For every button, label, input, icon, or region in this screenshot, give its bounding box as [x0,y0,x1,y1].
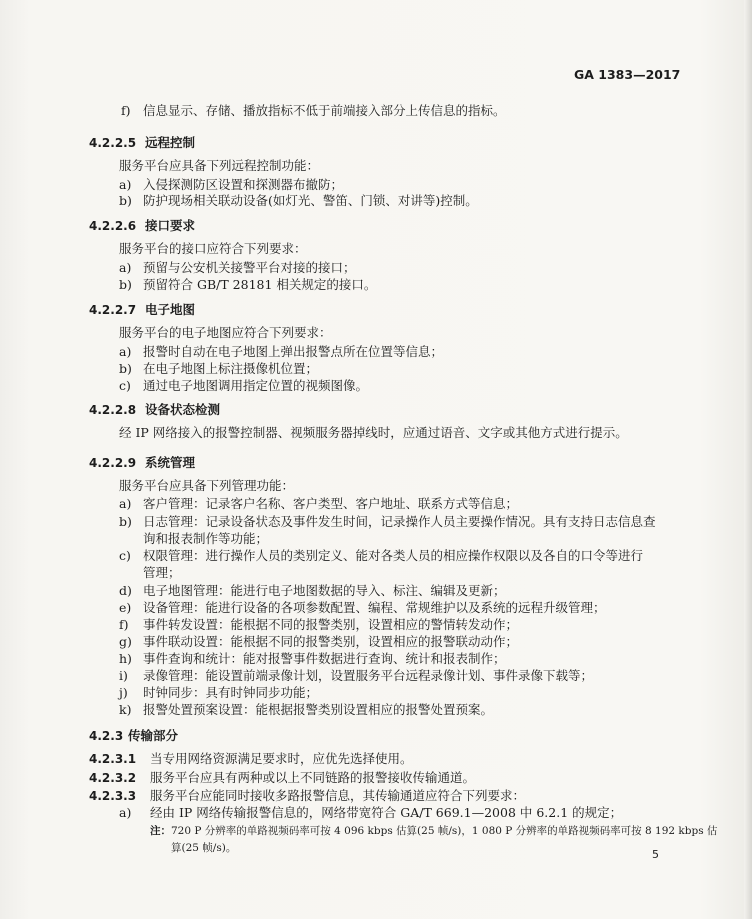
item-label: b) [119,514,132,529]
item-text: 录像管理：能设置前端录像计划，设置服务平台远程录像计划、事件录像下载等； [143,668,594,683]
section-number: 4.2.2.9 [89,456,137,470]
item-label: b) [119,277,132,292]
item-text: 信息显示、存储、播放指标不低于前端接入部分上传信息的指标。 [143,103,506,118]
item-text: 电子地图管理：能进行电子地图数据的导入、标注、编辑及更新； [143,583,506,598]
page-edge-shadow [744,0,752,919]
section-title: 电子地图 [145,302,196,317]
item-text: 在电子地图上标注摄像机位置； [143,361,319,376]
clause-number: 4.2.3.3 [89,789,137,803]
section-number: 4.2.2.5 [89,136,137,150]
section-title: 系统管理 [145,455,196,470]
item-text: 设备管理：能进行设备的各项参数配置、编程、常规维护以及系统的远程升级管理； [143,600,606,615]
item-text: 预留符合 GB/T 28181 相关规定的接口。 [143,277,377,292]
item-text: 权限管理：进行操作人员的类别定义、能对各类人员的相应操作权限以及各自的口令等进行 [143,548,644,563]
item-text-continued: 询和报表制作等功能； [143,531,269,546]
item-label: c) [119,378,131,393]
item-label: d) [119,583,132,598]
clause-text: 服务平台应能同时接收多路报警信息，其传输通道应符合下列要求： [150,788,526,803]
item-label: a) [119,496,132,511]
section-number: 4.2.2.6 [89,219,137,233]
paragraph: 服务平台的接口应符合下列要求： [119,241,307,256]
item-label: e) [119,600,132,615]
page-number: 5 [652,848,659,861]
section-title: 设备状态检测 [145,402,221,417]
clause-number: 4.2.3.1 [89,752,137,766]
item-label: a) [119,260,132,275]
item-text: 时钟同步：具有时钟同步功能； [143,685,319,700]
item-label: g) [119,634,132,649]
section-number: 4.2.2.8 [89,403,137,417]
clause-text: 服务平台应具有两种或以上不同链路的报警接收传输通道。 [150,770,476,785]
note-text-continued: 算(25 帧/s)。 [171,842,237,854]
item-label: h) [119,651,132,666]
section-number: 4.2.3 [89,729,124,743]
paragraph: 服务平台的电子地图应符合下列要求： [119,325,332,340]
item-label: f) [121,103,131,118]
section-number: 4.2.2.7 [89,303,137,317]
item-text: 日志管理：记录设备状态及事件发生时间，记录操作人员主要操作情况。具有支持日志信息查 [143,514,656,529]
paragraph: 经 IP 网络接入的报警控制器、视频服务器掉线时，应通过语音、文字或其他方式进行提示。 [119,425,628,440]
item-text: 事件转发设置：能根据不同的报警类别，设置相应的警情转发动作； [143,617,519,632]
section-title: 远程控制 [145,135,196,150]
section-title: 传输部分 [128,728,179,743]
item-text: 经由 IP 网络传输报警信息的，网络带宽符合 GA/T 669.1—2008 中 6.2.1 的规定； [150,805,623,820]
note-label: 注： [150,825,171,837]
paragraph: 服务平台应具备下列管理功能： [119,478,295,493]
item-label: f) [119,617,129,632]
item-label: k) [119,702,132,717]
item-text: 入侵探测防区设置和探测器布撤防； [143,177,344,192]
item-label: i) [119,668,128,683]
item-label: a) [119,344,132,359]
item-text-continued: 管理； [143,565,181,580]
item-label: b) [119,193,132,208]
section-title: 接口要求 [145,218,196,233]
item-text: 客户管理：记录客户名称、客户类型、客户地址、联系方式等信息； [143,496,519,511]
paragraph: 服务平台应具备下列远程控制功能： [119,158,320,173]
item-text: 事件联动设置：能根据不同的报警类别，设置相应的报警联动动作； [143,634,519,649]
item-text: 预留与公安机关接警平台对接的接口； [143,260,356,275]
standard-id: GA 1383—2017 [574,67,681,82]
item-text: 防护现场相关联动设备(如灯光、警笛、门锁、对讲等)控制。 [143,193,478,208]
clause-number: 4.2.3.2 [89,771,137,785]
item-text: 事件查询和统计：能对报警事件数据进行查询、统计和报表制作； [143,651,506,666]
note-text: 720 P 分辨率的单路视频码率可按 4 096 kbps 估算(25 帧/s)，1 080 P 分辨率的单路视频码率可按 8 192 kbps 估 [171,825,718,837]
item-text: 报警处置预案设置：能根据报警类别设置相应的报警处置预案。 [143,702,494,717]
item-label: j) [119,685,128,700]
item-label: c) [119,548,131,563]
clause-text: 当专用网络资源满足要求时，应优先选择使用。 [150,751,413,766]
item-label: b) [119,361,132,376]
item-text: 报警时自动在电子地图上弹出报警点所在位置等信息； [143,344,444,359]
item-label: a) [119,805,132,820]
item-label: a) [119,177,132,192]
item-text: 通过电子地图调用指定位置的视频图像。 [143,378,369,393]
